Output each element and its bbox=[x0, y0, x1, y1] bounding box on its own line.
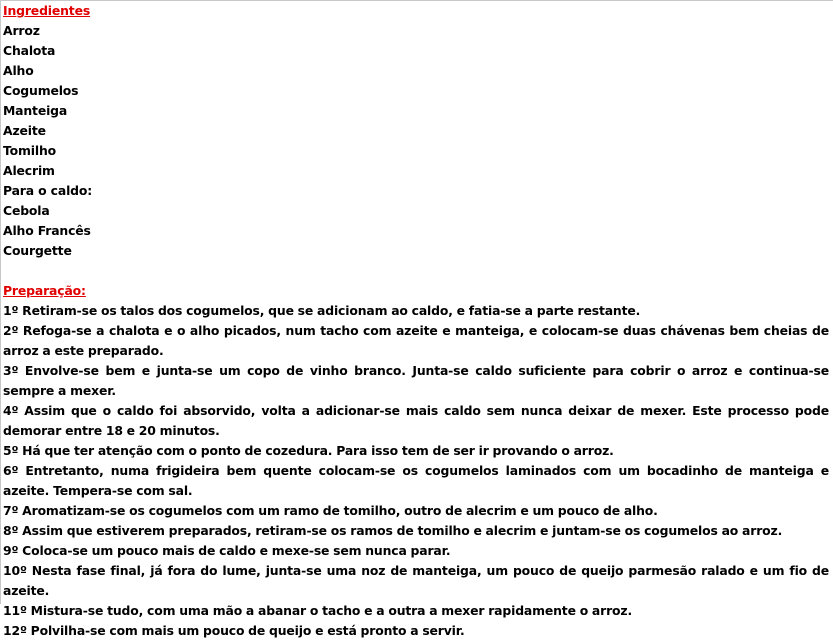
ingredient-item: Courgette bbox=[3, 243, 72, 258]
preparation-heading: Preparação: bbox=[3, 283, 86, 298]
preparation-step: 5º Há que ter atenção com o ponto de cozedura. Para isso tem de ser ir provando o arroz. bbox=[3, 443, 614, 458]
preparation-step: 8º Assim que estiverem preparados, retiram-se os ramos de tomilho e alecrim e juntam-se os cogumelos ao arroz. bbox=[3, 523, 783, 538]
ingredients-list bbox=[3, 21, 829, 261]
ingredient-item: Tomilho bbox=[3, 143, 57, 158]
preparation-step: 12º Polvilha-se com mais um pouco de queijo e está pronto a servir. bbox=[3, 623, 465, 638]
ingredient-item: Arroz bbox=[3, 23, 40, 38]
broth-subheading: Para o caldo: bbox=[3, 183, 93, 198]
preparation-step: 1º Retiram-se os talos dos cogumelos, que se adicionam ao caldo, e fatia-se a parte restante. bbox=[3, 303, 641, 318]
preparation-step: 3º Envolve-se bem e junta-se um copo de vinho branco. Junta-se caldo suficiente para cobrir o arroz e continua-se sempre a mexer. bbox=[3, 363, 829, 398]
preparation-step: 10º Nesta fase final, já fora do lume, junta-se uma noz de manteiga, um pouco de queijo parmesão ralado e um fio de azeite. bbox=[3, 563, 829, 598]
ingredient-item: Cebola bbox=[3, 203, 50, 218]
preparation-steps bbox=[3, 301, 829, 641]
preparation-step: 11º Mistura-se tudo, com uma mão a abanar o tacho e a outra a mexer rapidamente o arroz. bbox=[3, 603, 633, 618]
ingredient-item: Alho bbox=[3, 63, 34, 78]
ingredient-item: Manteiga bbox=[3, 103, 68, 118]
ingredient-item: Chalota bbox=[3, 43, 56, 58]
preparation-step: 6º Entretanto, numa frigideira bem quente colocam-se os cogumelos laminados com um bocadinho de manteiga e azeite. Tempera-se com sal. bbox=[3, 463, 829, 498]
spacer bbox=[3, 261, 829, 281]
recipe-document bbox=[3, 1, 829, 641]
ingredients-heading: Ingredientes bbox=[3, 3, 91, 18]
ingredient-item: Cogumelos bbox=[3, 83, 79, 98]
preparation-step: 9º Coloca-se um pouco mais de caldo e mexe-se sem nunca parar. bbox=[3, 543, 451, 558]
ingredient-item: Alho Francês bbox=[3, 223, 91, 238]
ingredient-item: Alecrim bbox=[3, 163, 55, 178]
preparation-step: 7º Aromatizam-se os cogumelos com um ramo de tomilho, outro de alecrim e um pouco de alho. bbox=[3, 503, 658, 518]
preparation-step: 2º Refoga-se a chalota e o alho picados, num tacho com azeite e manteiga, e colocam-se duas chávenas bem cheias de arroz a este preparado. bbox=[3, 323, 829, 358]
left-gridline bbox=[0, 0, 1, 604]
preparation-step: 4º Assim que o caldo foi absorvido, volta a adicionar-se mais caldo sem nunca deixar de mexer. Este processo pode demorar entre 18 e 20 minutos. bbox=[3, 403, 829, 438]
ingredient-item: Azeite bbox=[3, 123, 46, 138]
